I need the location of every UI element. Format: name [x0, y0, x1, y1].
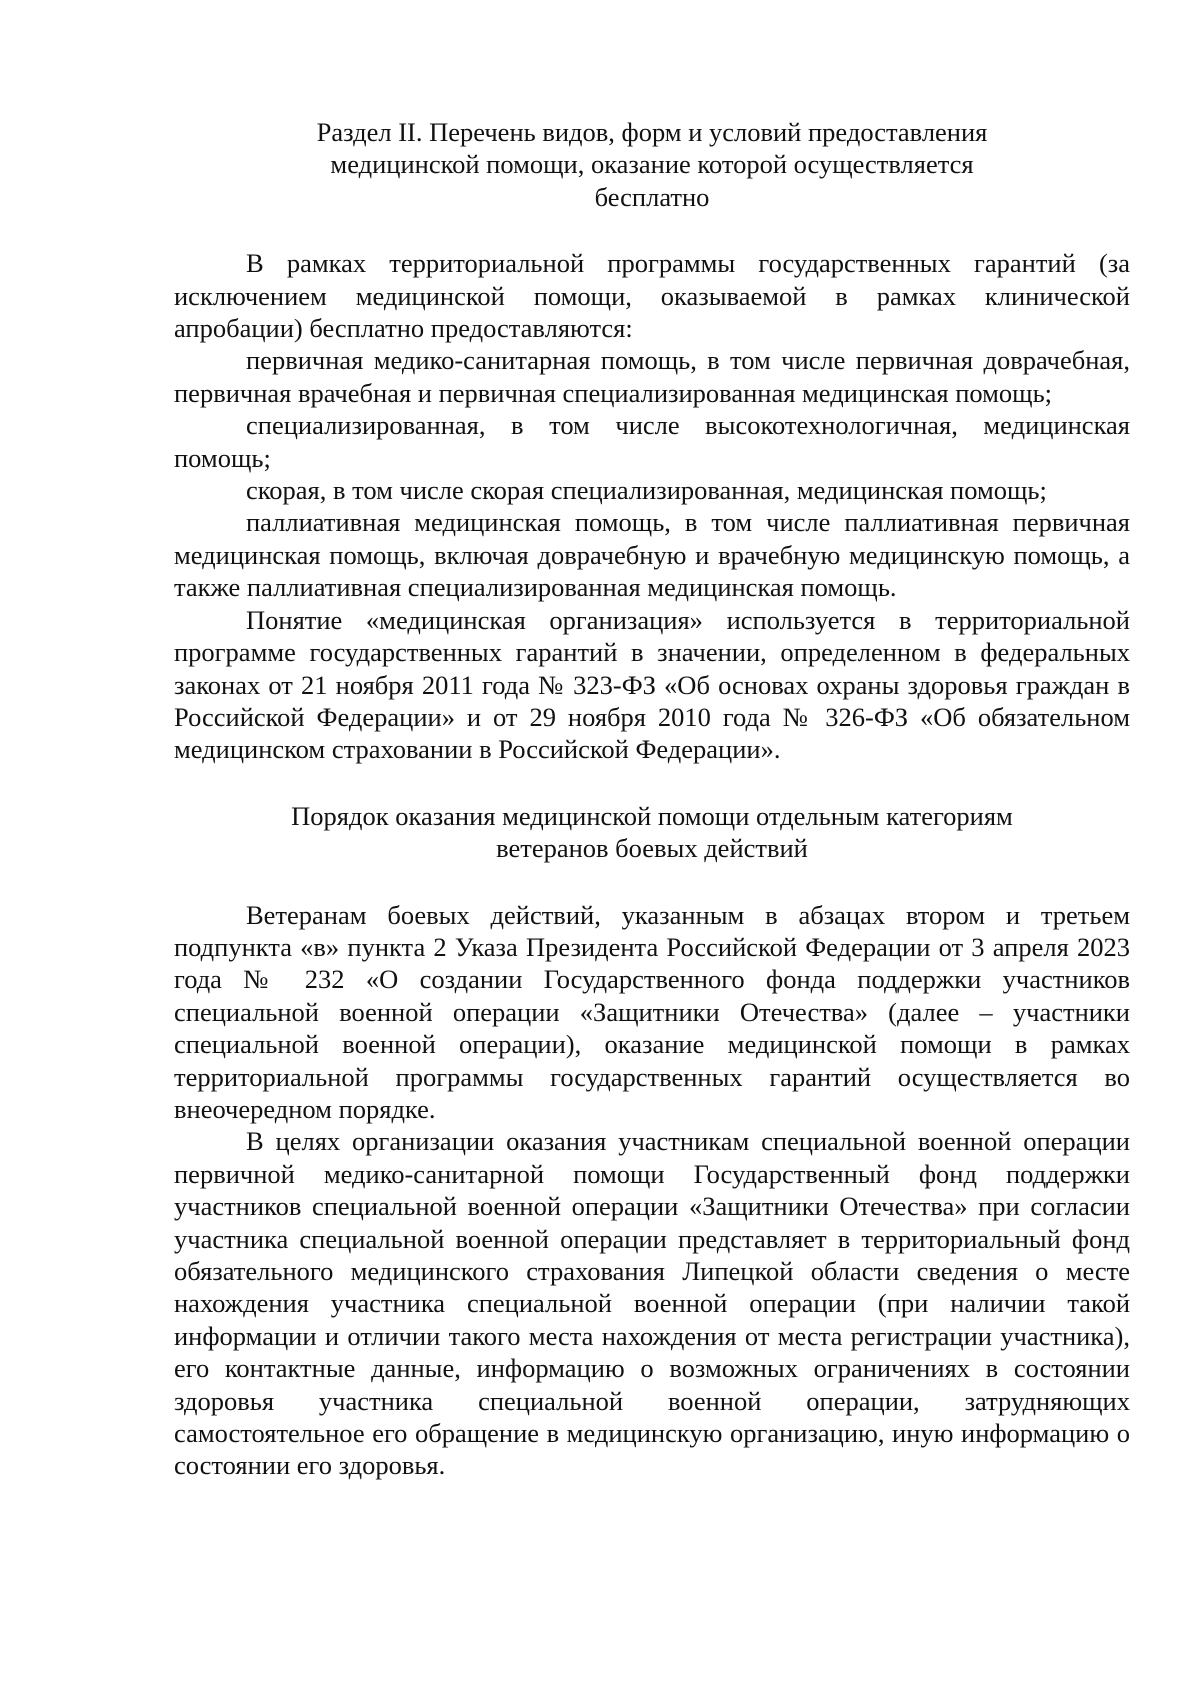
- section-paragraph: Понятие «медицинская организация» используется в территориальной программе государственных гарантий в значении, определенном в федеральных законах от 21 ноября 2011 года № 323-ФЗ «Об основах охраны здоровья граждан в Российской Федерации» и от 29 ноября 2010 года № 326-ФЗ «Об обязательном медицинском страховании в Российской Федерации».: [174, 604, 1130, 765]
- subsection-heading-line: Порядок оказания медицинской помощи отдельным категориям: [291, 800, 1013, 831]
- section-paragraph: первичная медико-санитарная помощь, в том числе первичная доврачебная, первичная врачебная и первичная специализированная медицинская помощь;: [174, 345, 1130, 408]
- subsection-heading-line: ветеранов боевых действий: [496, 833, 808, 864]
- document-body: [174, 116, 1130, 1482]
- section-paragraph: специализированная, в том числе высокотехнологичная, медицинская помощь;: [174, 410, 1130, 473]
- section-heading-line: Раздел II. Перечень видов, форм и условий предоставления: [316, 117, 988, 147]
- subsection-heading: [257, 800, 1047, 865]
- section-heading-line: медицинской помощи, оказание которой осуществляется: [330, 149, 974, 180]
- section-paragraph: В рамках территориальной программы государственных гарантий (за исключением медицинской помощи, оказываемой в рамках клинической апробации) бесплатно предоставляются:: [174, 248, 1130, 344]
- section-paragraph: паллиативная медицинская помощь, в том числе паллиативная первичная медицинская помощь, включая доврачебную и врачебную медицинскую помощь, а также паллиативная специализированная медицинская помощь.: [174, 507, 1130, 603]
- subsection-paragraph: Ветеранам боевых действий, указанным в абзацах втором и третьем подпункта «в» пункта 2 Указа Президента Российской Федерации от 3 апреля 2023 года № 232 «О создании Государственного фонда поддержки участников специальной военной операции «Защитники Отечества» (далее – участники специальной военной операции), оказание медицинской помощи в рамках территориальной программы государственных гарантий осуществляется во внеочередном порядке.: [174, 899, 1130, 1124]
- spacer: [174, 213, 1130, 247]
- subsection-paragraph: В целях организации оказания участникам специальной военной операции первичной медико-санитарной помощи Государственный фонд поддержки участников специальной военной операции «Защитники Отечества» при согласии участника специальной военной операции представляет в территориальный фонд обязательного медицинского страхования Липецкой области сведения о месте нахождения участника специальной военной операции (при наличии такой информации и отличии такого места нахождения от места регистрации участника), его контактные данные, информацию о возможных ограничениях в состоянии здоровья участника специальной военной операции, затрудняющих самостоятельное его обращение в медицинскую организацию, иную информацию о состоянии его здоровья.: [174, 1126, 1130, 1481]
- section-paragraph: скорая, в том числе скорая специализированная, медицинская помощь;: [246, 475, 1047, 506]
- spacer: [174, 766, 1130, 800]
- spacer: [174, 865, 1130, 899]
- section-heading: [272, 116, 1032, 213]
- section-heading-line: бесплатно: [594, 181, 710, 212]
